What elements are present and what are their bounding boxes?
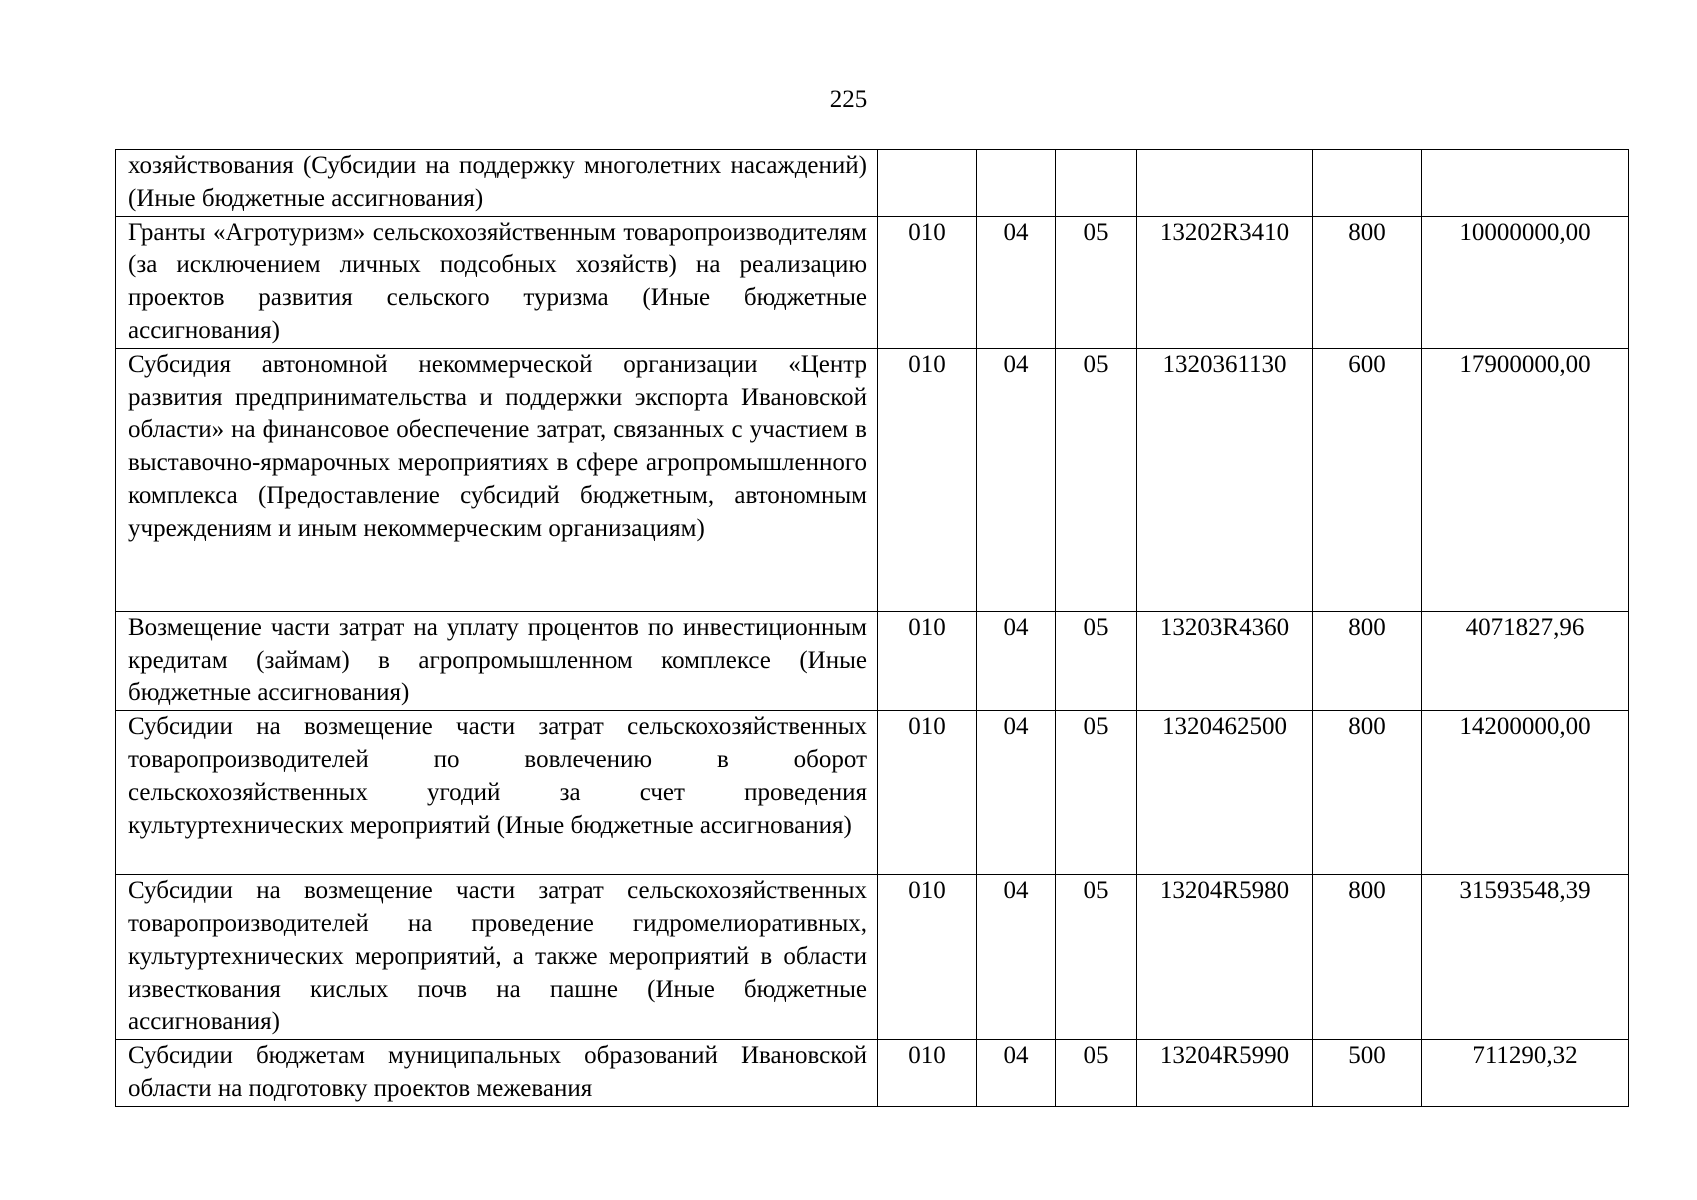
amount: 31593548,39: [1422, 875, 1629, 1040]
row-description: Субсидии на возмещение части затрат сельскохозяйственных товаропроизводителей на проведение гидромелиоративных, культуртехнических мероприятий, а также мероприятий в области известкования кислых почв на пашне (Иные бюджетные ассигнования): [116, 875, 878, 1040]
subsection-code: 05: [1056, 216, 1137, 348]
amount: 10000000,00: [1422, 216, 1629, 348]
expense-type-code: 800: [1313, 216, 1422, 348]
target-article-code: 1320361130: [1137, 348, 1313, 611]
row-description: Возмещение части затрат на уплату процентов по инвестиционным кредитам (займам) в агропромышленном комплексе (Иные бюджетные ассигнования): [116, 611, 878, 710]
amount: [1422, 150, 1629, 217]
amount: 17900000,00: [1422, 348, 1629, 611]
section-code: 04: [977, 348, 1056, 611]
table-row: [116, 711, 1629, 875]
section-code: 04: [977, 1040, 1056, 1107]
ministry-code: 010: [878, 711, 977, 875]
target-article-code: [1137, 150, 1313, 217]
subsection-code: [1056, 150, 1137, 217]
table-row: [116, 348, 1629, 611]
budget-table: [115, 149, 1629, 1107]
subsection-code: 05: [1056, 711, 1137, 875]
table-row: [116, 216, 1629, 348]
section-code: 04: [977, 216, 1056, 348]
section-code: [977, 150, 1056, 217]
target-article-code: 13202R3410: [1137, 216, 1313, 348]
row-description: Субсидии бюджетам муниципальных образований Ивановской области на подготовку проектов межевания: [116, 1040, 878, 1107]
subsection-code: 05: [1056, 875, 1137, 1040]
row-description: Гранты «Агротуризм» сельскохозяйственным товаропроизводителям (за исключением личных подсобных хозяйств) на реализацию проектов развития сельского туризма (Иные бюджетные ассигнования): [116, 216, 878, 348]
amount: 4071827,96: [1422, 611, 1629, 710]
target-article-code: 1320462500: [1137, 711, 1313, 875]
amount: 14200000,00: [1422, 711, 1629, 875]
ministry-code: 010: [878, 216, 977, 348]
expense-type-code: 800: [1313, 611, 1422, 710]
ministry-code: 010: [878, 348, 977, 611]
section-code: 04: [977, 875, 1056, 1040]
table-row: [116, 150, 1629, 217]
expense-type-code: 800: [1313, 711, 1422, 875]
expense-type-code: 500: [1313, 1040, 1422, 1107]
row-description: хозяйствования (Субсидии на поддержку многолетних насаждений) (Иные бюджетные ассигнования): [116, 150, 878, 217]
table-row: [116, 1040, 1629, 1107]
subsection-code: 05: [1056, 611, 1137, 710]
table-row: [116, 875, 1629, 1040]
subsection-code: 05: [1056, 348, 1137, 611]
table-row: [116, 611, 1629, 710]
row-description: Субсидии на возмещение части затрат сельскохозяйственных товаропроизводителей по вовлечению в оборот сельскохозяйственных угодий за счет проведения культуртехнических мероприятий (Иные бюджетные ассигнования): [116, 711, 878, 875]
ministry-code: 010: [878, 611, 977, 710]
target-article-code: 13203R4360: [1137, 611, 1313, 710]
ministry-code: 010: [878, 875, 977, 1040]
target-article-code: 13204R5990: [1137, 1040, 1313, 1107]
row-description: Субсидия автономной некоммерческой организации «Центр развития предпринимательства и поддержки экспорта Ивановской области» на финансовое обеспечение затрат, связанных с участием в выставочно-ярмарочных мероприятиях в сфере агропромышленного комплекса (Предоставление субсидий бюджетным, автономным учреждениям и иным некоммерческим организациям): [116, 348, 878, 611]
ministry-code: 010: [878, 1040, 977, 1107]
target-article-code: 13204R5980: [1137, 875, 1313, 1040]
section-code: 04: [977, 711, 1056, 875]
section-code: 04: [977, 611, 1056, 710]
expense-type-code: 600: [1313, 348, 1422, 611]
amount: 711290,32: [1422, 1040, 1629, 1107]
expense-type-code: [1313, 150, 1422, 217]
page-number: 225: [829, 86, 868, 113]
subsection-code: 05: [1056, 1040, 1137, 1107]
expense-type-code: 800: [1313, 875, 1422, 1040]
ministry-code: [878, 150, 977, 217]
